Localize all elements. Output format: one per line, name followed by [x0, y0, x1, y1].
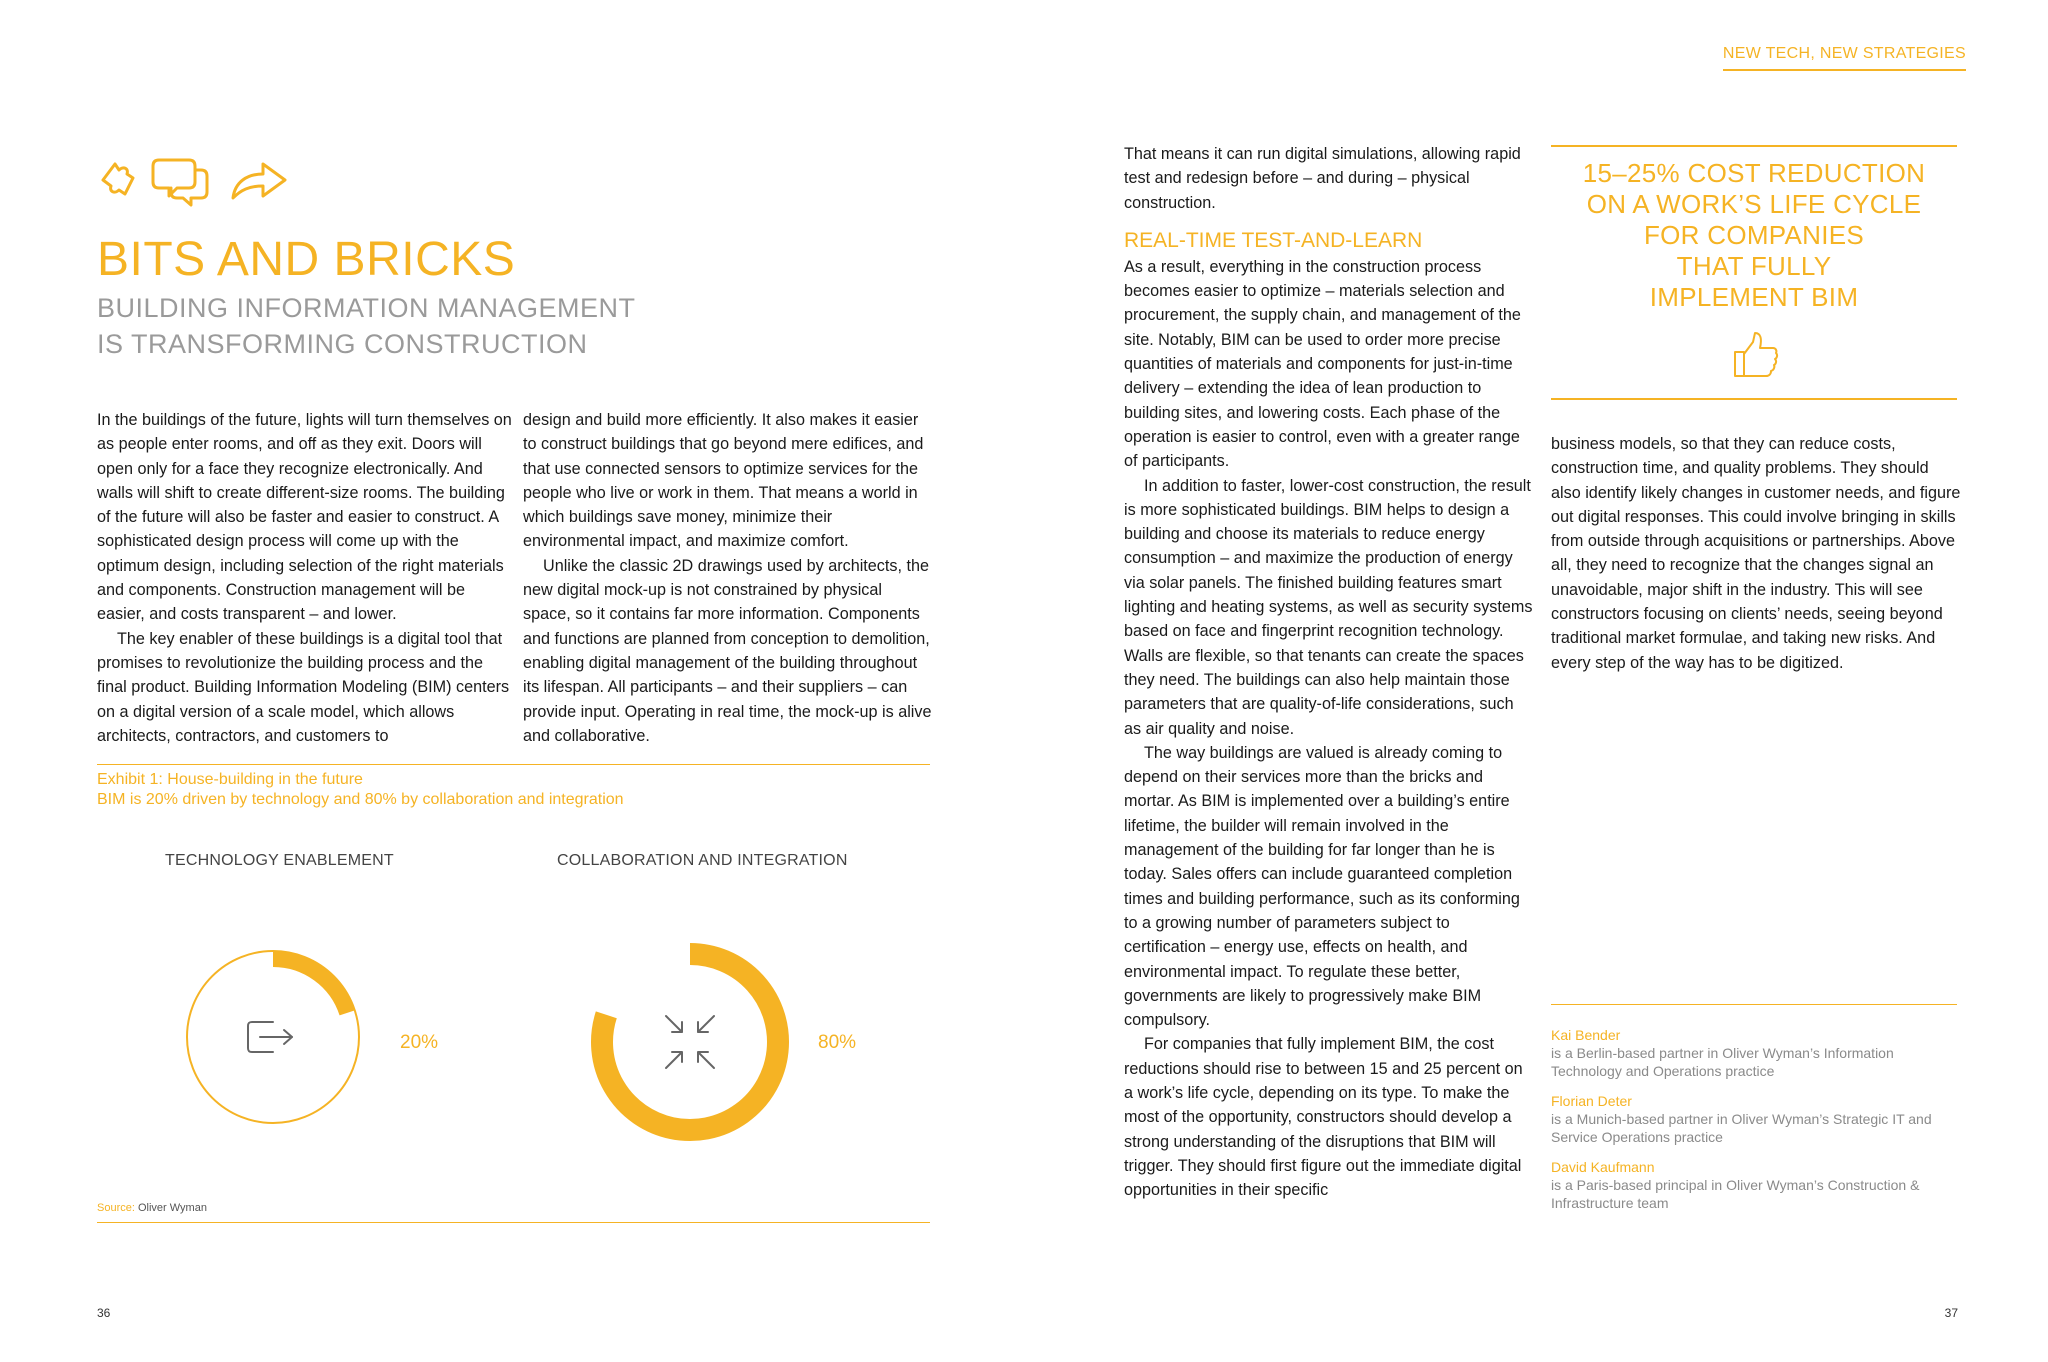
tech-enablement-label: TECHNOLOGY ENABLEMENT	[165, 852, 394, 869]
subtitle-line: BUILDING INFORMATION MANAGEMENT	[97, 293, 636, 323]
puzzle-icon	[103, 164, 133, 194]
author-entry	[1551, 1026, 1957, 1080]
author-description: is a Berlin-based partner in Oliver Wyman’s Information Technology and Operations practice	[1551, 1045, 1894, 1079]
paragraph: In the buildings of the future, lights will turn themselves on as people enter rooms, and off as they exit. Doors will open only for a face they recognize electronically. And walls will shift to create different-size rooms. The building of the future will also be faster and easier to construct. A sophisticated design process will come up with the optimum design, including selection of the right materials and components. Construction management will be easier, and costs transparent – and lower.	[97, 411, 512, 624]
authors-rule	[1551, 1004, 1957, 1005]
author-description: is a Paris-based principal in Oliver Wyman’s Construction & Infrastructure team	[1551, 1177, 1920, 1211]
collab-donut-chart	[590, 942, 790, 1142]
paragraph: That means it can run digital simulations, allowing rapid test and redesign before – and during – physical construction.	[1124, 145, 1521, 212]
collab-percentage: 80%	[818, 1032, 857, 1053]
tech-donut-chart	[178, 942, 368, 1132]
text-column-1	[97, 408, 517, 748]
speech-bubbles-icon	[153, 160, 207, 205]
author-description: is a Munich-based partner in Oliver Wyman’s Strategic IT and Service Operations practice	[1551, 1111, 1932, 1145]
pull-quote-line: FOR COMPANIES	[1643, 220, 1865, 250]
exit-door-icon	[248, 1022, 292, 1052]
subtitle-line: IS TRANSFORMING CONSTRUCTION	[97, 329, 588, 359]
source-value: Oliver Wyman	[137, 1202, 207, 1214]
exhibit-top-rule	[97, 764, 930, 765]
author-name: David Kaufmann	[1551, 1159, 1655, 1175]
icon-row	[97, 150, 297, 210]
converge-arrows-icon	[666, 1016, 714, 1068]
pull-quote-line: THAT FULLY	[1676, 251, 1832, 281]
text-column-2	[523, 408, 933, 748]
exhibit-bottom-rule	[97, 1222, 930, 1223]
author-entry	[1551, 1158, 1957, 1212]
pull-quote-line: 15–25% COST REDUCTION	[1582, 158, 1926, 188]
paragraph: As a result, everything in the construction process becomes easier to optimize – materials selection and procurement, the supply chain, and management of the site. Notably, BIM can be used to order more precise quantities of materials and components for just-in-time delivery – extending the idea of lean production to building sites, and lowering costs. Each phase of the operation is easier to control, even with a greater range of participants.	[1124, 257, 1521, 471]
collaboration-label: COLLABORATION AND INTEGRATION	[557, 852, 848, 869]
author-entry	[1551, 1092, 1957, 1146]
exhibit-caption	[97, 770, 624, 810]
paragraph: In addition to faster, lower-cost construction, the result is more sophisticated buildings. BIM helps to design a building and choose its materials to reduce energy consumption – and maximize the production of energy via solar panels. The finished building features smart lighting and heating systems, as well as security systems based on face and fingerprint recognition technology. Walls are flexible, so that tenants can create the spaces they need. The buildings can also help maintain those parameters that are quality-of-life considerations, such as air quality and noise.	[1124, 476, 1533, 738]
paragraph: business models, so that they can reduce costs, construction time, and quality problems. They should also identify likely changes in customer needs, and figure out digital responses. This could involve bringing in skills from outside through acquisitions or partnerships. Above all, they need to recognize that the changes signal an unavoidable, major shift in the industry. This will see constructors focusing on clients’ needs, seeing beyond traditional market formulae, and taking new risks. And every step of the way has to be digitized.	[1551, 435, 1961, 672]
exhibit-title: Exhibit 1: House-building in the future	[97, 771, 363, 788]
author-name: Kai Bender	[1551, 1027, 1621, 1043]
exhibit-subtitle: BIM is 20% driven by technology and 80% by collaboration and integration	[97, 791, 624, 808]
exhibit-source	[97, 1202, 207, 1214]
author-list	[1551, 1026, 1957, 1224]
thumbs-up-icon	[1733, 330, 1779, 380]
paragraph: Unlike the classic 2D drawings used by architects, the new digital mock-up is not constrained by physical space, so it contains far more information. Components and functions are planned from conception to demolition, enabling digital management of the building throughout its lifespan. All participants – and their suppliers – can provide input. Operating in real time, the mock-up is alive and collaborative.	[523, 556, 932, 745]
collab-donut-segment	[602, 954, 778, 1130]
paragraph: For companies that fully implement BIM, the cost reductions should rise to between 15 and 25 percent on a work’s life cycle, depending on its type. To make the most of the opportunity, constructors should develop a strong understanding of the disruptions that BIM will trigger. They should first figure out the immediate digital opportunities in their specific	[1124, 1035, 1523, 1200]
page-number-right: 37	[1944, 1306, 1958, 1320]
pull-quote-line: IMPLEMENT BIM	[1649, 282, 1859, 312]
author-name: Florian Deter	[1551, 1093, 1632, 1109]
source-key: Source:	[97, 1202, 135, 1214]
paragraph: design and build more efficiently. It also makes it easier to construct buildings that go beyond mere edifices, and that use connected sensors to optimize services for the people who live or work in them. That means a world in which buildings save money, minimize their environmental impact, and maximize comfort.	[523, 411, 924, 551]
text-column-4	[1551, 432, 1961, 675]
paragraph: The key enabler of these buildings is a digital tool that promises to revolutionize the building process and the final product. Building Information Modeling (BIM) centers on a digital version of a scale model, which allows architects, contractors, and customers to	[97, 629, 510, 745]
pull-quote	[1551, 158, 1957, 313]
page-number-left: 36	[97, 1306, 111, 1320]
pull-quote-line: ON A WORK’S LIFE CYCLE	[1586, 189, 1922, 219]
share-arrow-icon	[233, 164, 285, 198]
paragraph: The way buildings are valued is already coming to depend on their services more than the bricks and mortar. As BIM is implemented over a building’s entire lifetime, the builder will remain involved in the management of the building for far longer than he is today. Sales offers can include guaranteed completion times and building performance, such as its conforming to a growing number of parameters subject to certification – energy use, effects on health, and environmental impact. To regulate these better, governments are likely to progressively make BIM compulsory.	[1124, 743, 1520, 1030]
tech-donut-segment	[273, 959, 347, 1013]
callout-bottom-rule	[1551, 398, 1957, 400]
text-column-3	[1124, 142, 1534, 1202]
article-title: BITS AND BRICKS	[97, 233, 516, 286]
callout-top-rule	[1551, 145, 1957, 147]
running-head: NEW TECH, NEW STRATEGIES	[1723, 45, 1966, 71]
tech-percentage: 20%	[400, 1032, 439, 1053]
article-subtitle	[97, 290, 636, 362]
section-heading: REAL-TIME TEST-AND-LEARN	[1124, 228, 1423, 252]
